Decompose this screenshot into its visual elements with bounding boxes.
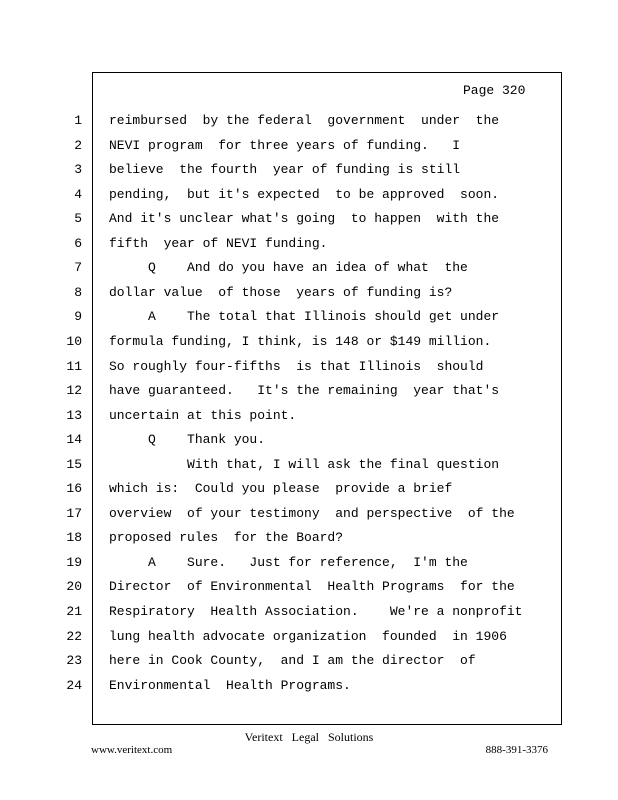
line-number: 12	[66, 383, 82, 399]
line-text: lung health advocate organization founded in 1906	[109, 628, 507, 644]
transcript-line	[0, 653, 560, 673]
line-number: 6	[74, 235, 82, 251]
line-text: A The total that Illinois should get under	[109, 309, 500, 325]
transcript-line	[0, 383, 560, 403]
line-number: 11	[66, 358, 82, 374]
line-text: Environmental Health Programs.	[109, 677, 351, 693]
transcript-line	[0, 530, 560, 550]
line-number: 21	[66, 604, 82, 619]
line-number: 4	[74, 186, 82, 202]
line-text: overview of your testimony and perspective of the	[109, 505, 515, 521]
transcript-line	[0, 432, 560, 452]
footer-company: Veritext Legal Solutions	[244, 730, 374, 744]
transcript-line	[0, 309, 560, 329]
transcript-line	[0, 629, 560, 649]
line-text: With that, I will ask the final question	[109, 456, 500, 472]
line-number: 2	[74, 137, 82, 153]
line-text: which is: Could you please provide a brief	[109, 481, 453, 497]
line-text: Director of Environmental Health Programs for the	[109, 579, 515, 595]
transcript-line	[0, 555, 560, 575]
line-number: 14	[66, 432, 82, 448]
line-number: 1	[74, 113, 82, 128]
line-text: believe the fourth year of funding is still	[109, 162, 461, 178]
line-number: 20	[66, 579, 82, 595]
transcript-line	[0, 285, 560, 305]
transcript-line	[0, 260, 560, 280]
transcript-line	[0, 334, 560, 354]
line-text: pending, but it's expected to be approved soon.	[109, 186, 500, 202]
line-text: Q And do you have an idea of what the	[109, 260, 468, 276]
line-text: Q Thank you.	[109, 432, 266, 448]
line-text: dollar value of those years of funding is?	[109, 284, 453, 300]
line-number: 22	[66, 628, 82, 644]
transcript-line	[0, 457, 560, 477]
footer-phone: 888-391-3376	[485, 744, 548, 756]
line-number: 24	[66, 677, 82, 693]
line-text: here in Cook County, and I am the director of	[109, 653, 476, 669]
line-text: And it's unclear what's going to happen with the	[109, 211, 500, 227]
page-number: Page 320	[463, 83, 526, 98]
transcript-line	[0, 359, 560, 379]
line-text: uncertain at this point.	[109, 407, 297, 423]
line-text: have guaranteed. It's the remaining year that's	[109, 383, 500, 399]
transcript-line	[0, 187, 560, 207]
line-number: 7	[74, 260, 82, 276]
line-number: 8	[74, 284, 82, 300]
transcript-line	[0, 236, 560, 256]
transcript-line	[0, 408, 560, 428]
line-number: 16	[66, 481, 82, 497]
line-number: 23	[66, 653, 82, 669]
line-number: 3	[74, 162, 82, 178]
transcript-line	[0, 481, 560, 501]
line-number: 9	[74, 309, 82, 325]
transcript-line	[0, 678, 560, 698]
line-text: proposed rules for the Board?	[109, 530, 344, 546]
line-number: 19	[66, 554, 82, 570]
line-text: So roughly four-fifths is that Illinois should	[109, 358, 484, 374]
line-number: 5	[74, 211, 82, 227]
line-number: 18	[66, 530, 82, 546]
transcript-line	[0, 113, 560, 133]
footer-website: www.veritext.com	[91, 744, 173, 756]
line-number: 13	[66, 407, 82, 423]
line-text: Respiratory Health Association. We're a nonprofit	[109, 604, 523, 619]
transcript-line	[0, 579, 560, 599]
line-number: 15	[66, 456, 82, 472]
line-text: A Sure. Just for reference, I'm the	[109, 554, 468, 570]
line-text: NEVI program for three years of funding. I	[109, 137, 461, 153]
transcript-line	[0, 162, 560, 182]
line-number: 17	[66, 505, 82, 521]
line-text: fifth year of NEVI funding.	[109, 235, 328, 251]
transcript-line	[0, 506, 560, 526]
transcript-line	[0, 138, 560, 158]
transcript-line	[0, 211, 560, 231]
line-text: reimbursed by the federal government under the	[109, 113, 500, 128]
line-text: formula funding, I think, is 148 or $149 million.	[109, 333, 492, 349]
transcript-line	[0, 604, 560, 624]
line-number: 10	[66, 333, 82, 349]
